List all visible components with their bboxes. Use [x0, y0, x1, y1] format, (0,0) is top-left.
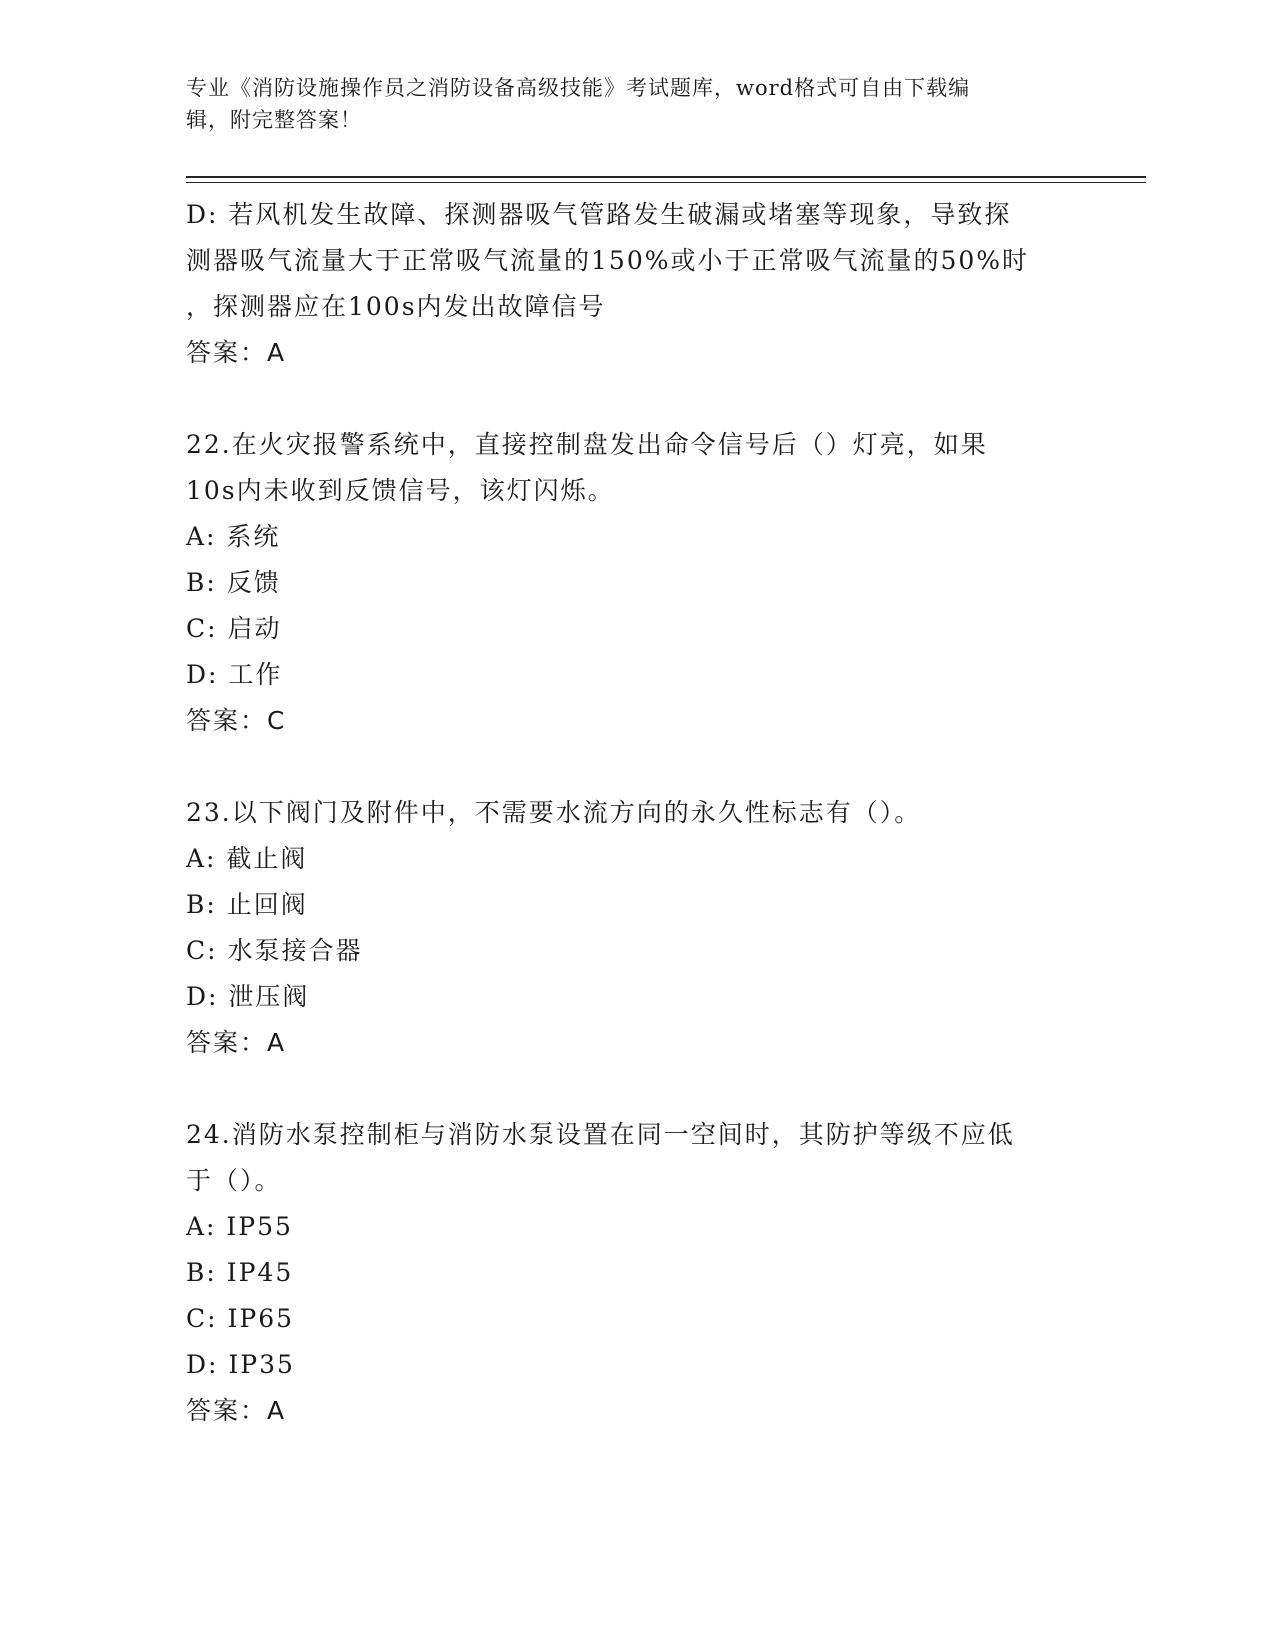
header-divider-thin	[186, 182, 1146, 183]
carryover-question	[186, 192, 1086, 376]
option-b: B: 反馈	[186, 568, 281, 597]
header-divider-thick	[186, 176, 1146, 178]
document-body	[186, 192, 1086, 1434]
answer-line: 答案：A	[186, 1396, 287, 1425]
option-d: D: IP35	[186, 1350, 295, 1379]
option-c: C: 水泵接合器	[186, 936, 363, 965]
question-stem-line: 10s内未收到反馈信号，该灯闪烁。	[186, 476, 615, 505]
question-24	[186, 1112, 1086, 1434]
option-d-line-1: D: 若风机发生故障、探测器吸气管路发生破漏或堵塞等现象，导致探	[186, 200, 1012, 229]
option-a: A: IP55	[186, 1212, 293, 1241]
question-stem-line: 于（）。	[186, 1166, 282, 1195]
option-b: B: 止回阀	[186, 890, 308, 919]
option-c: C: IP65	[186, 1304, 295, 1333]
page-header	[186, 72, 1066, 136]
question-stem-line: 24.消防水泵控制柜与消防水泵设置在同一空间时，其防护等级不应低	[186, 1120, 1015, 1149]
spacer	[186, 1066, 1086, 1112]
option-b: B: IP45	[186, 1258, 294, 1287]
option-c: C: 启动	[186, 614, 282, 643]
spacer	[186, 376, 1086, 422]
option-d-line-2: 测器吸气流量大于正常吸气流量的150%或小于正常吸气流量的50%时	[186, 246, 1030, 275]
question-stem-line: 22.在火灾报警系统中，直接控制盘发出命令信号后（）灯亮，如果	[186, 430, 988, 459]
header-line-1: 专业《消防设施操作员之消防设备高级技能》考试题库，word格式可自由下载编	[186, 76, 971, 100]
option-d: D: 泄压阀	[186, 982, 310, 1011]
answer-line: 答案：C	[186, 706, 287, 735]
option-a: A: 截止阀	[186, 844, 308, 873]
spacer	[186, 744, 1086, 790]
header-line-2: 辑，附完整答案！	[186, 108, 362, 132]
option-d: D: 工作	[186, 660, 283, 689]
question-stem-line: 23.以下阀门及附件中，不需要水流方向的永久性标志有（）。	[186, 798, 922, 827]
answer-line: 答案：A	[186, 338, 287, 367]
question-22	[186, 422, 1086, 744]
option-d-line-3: ，探测器应在100s内发出故障信号	[186, 292, 606, 321]
answer-line: 答案：A	[186, 1028, 287, 1057]
option-a: A: 系统	[186, 522, 281, 551]
question-23	[186, 790, 1086, 1066]
